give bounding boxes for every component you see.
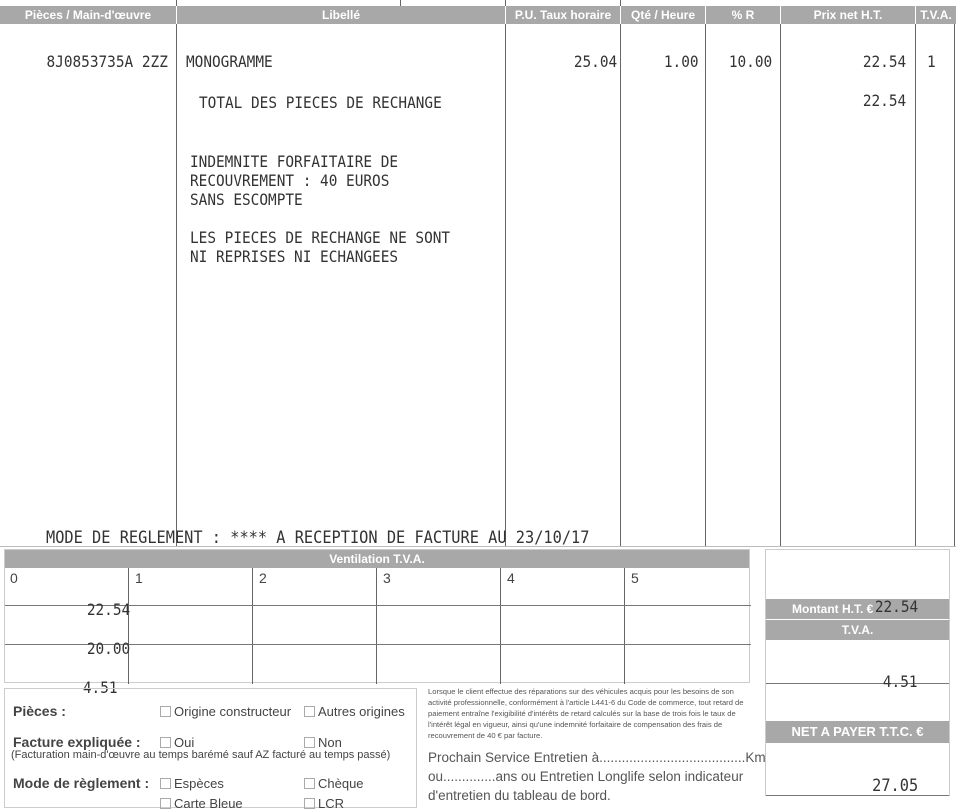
- pieces-label: Pièces :: [13, 703, 66, 719]
- checkbox-especes[interactable]: Espèces: [160, 776, 224, 791]
- checkbox-carte[interactable]: Carte Bleue: [160, 796, 243, 811]
- checkbox-autres[interactable]: Autres origines: [304, 704, 405, 719]
- totals-box: [765, 549, 950, 796]
- checkbox-cheque[interactable]: Chèque: [304, 776, 364, 791]
- vat-base: 22.54: [86, 600, 130, 619]
- header-vat: T.V.A.: [916, 6, 956, 24]
- checkbox-lcr[interactable]: LCR: [304, 796, 344, 811]
- vat-amount: 4.51: [83, 678, 118, 697]
- discount: 10.00: [728, 52, 772, 71]
- unit-price: 25.04: [573, 52, 617, 71]
- notes: [190, 152, 479, 266]
- header-discount: % R: [706, 6, 780, 24]
- options-form: [4, 688, 417, 811]
- vat-col: 0: [10, 570, 18, 586]
- service-line: ou..............ans ou Entretien Longlife selon indicateur: [428, 769, 744, 784]
- note-line: LES PIECES DE RECHANGE NE SONT: [190, 228, 451, 247]
- header-parts: Pièces / Main-d'œuvre: [0, 6, 176, 24]
- facture-label: Facture expliquée :: [13, 734, 141, 750]
- note-line: INDEMNITE FORFAITAIRE DE: [190, 152, 399, 171]
- vat-col: 5: [631, 570, 639, 586]
- mode-label: Mode de règlement :: [13, 775, 150, 791]
- vat-code: 1: [927, 52, 936, 71]
- vat-col: 3: [383, 570, 391, 586]
- vat-col: 4: [507, 570, 515, 586]
- note-line: NI REPRISES NI ECHANGEES: [190, 247, 399, 266]
- montant-ht-label: Montant H.T. €: [766, 599, 949, 619]
- vat-rate: 20.00: [86, 639, 130, 658]
- quantity: 1.00: [664, 52, 699, 71]
- legal-text: Lorsque le client effectue des réparations sur des véhicules acquis pour les besoins de son activité professionnelle, conformément à l'article L441-6 du Code de commerce, tout retard de paiement entraîne l'exigibilité d'intérêts de retard calculés sur la base de trois fois le taux de l'intérêt légal en vigueur, ainsi qu'une indemnité forfaitaire de compensation des frais de recouvrement de 40 € par facture.: [428, 687, 744, 740]
- total-parts-label: TOTAL DES PIECES DE RECHANGE: [199, 93, 442, 112]
- service-line: Prochain Service Entretien à.......................................Km: [428, 750, 766, 765]
- montant-ht-value: 22.54: [874, 597, 918, 616]
- service-text: [428, 748, 766, 805]
- part-ref: 8J0853735A 2ZZ: [46, 52, 168, 71]
- vat-col: 2: [259, 570, 267, 586]
- header-unit-price: P.U. Taux horaire: [506, 6, 620, 24]
- vat-breakdown-title: Ventilation T.V.A.: [5, 550, 749, 568]
- header-label: Libellé: [177, 6, 505, 24]
- note-line: [190, 209, 450, 228]
- header-net: Prix net H.T.: [781, 6, 915, 24]
- note-line: RECOUVREMENT : 40 EUROS: [190, 171, 390, 190]
- net-price: 22.54: [862, 52, 906, 71]
- total-parts-value: 22.54: [862, 91, 906, 110]
- checkbox-origine[interactable]: Origine constructeur: [160, 704, 291, 719]
- header-qty: Qté / Heure: [621, 6, 705, 24]
- facture-note: (Facturation main-d'œuvre au temps barémé sauf AZ facturé au temps passé): [11, 749, 391, 761]
- tva-value: 4.51: [883, 672, 918, 691]
- tva-label: T.V.A.: [766, 620, 949, 640]
- vat-col: 1: [135, 570, 143, 586]
- part-label: MONOGRAMME: [186, 52, 273, 71]
- service-line: d'entretien du tableau de bord.: [428, 788, 611, 803]
- note-line: SANS ESCOMPTE: [190, 190, 303, 209]
- net-to-pay-value: 27.05: [871, 776, 918, 796]
- checkbox-oui[interactable]: Oui: [160, 735, 194, 750]
- checkbox-non[interactable]: Non: [304, 735, 342, 750]
- payment-mode: MODE DE REGLEMENT : **** A RECEPTION DE FACTURE AU 23/10/17: [46, 528, 590, 548]
- net-to-pay-label: NET A PAYER T.T.C. €: [766, 721, 949, 743]
